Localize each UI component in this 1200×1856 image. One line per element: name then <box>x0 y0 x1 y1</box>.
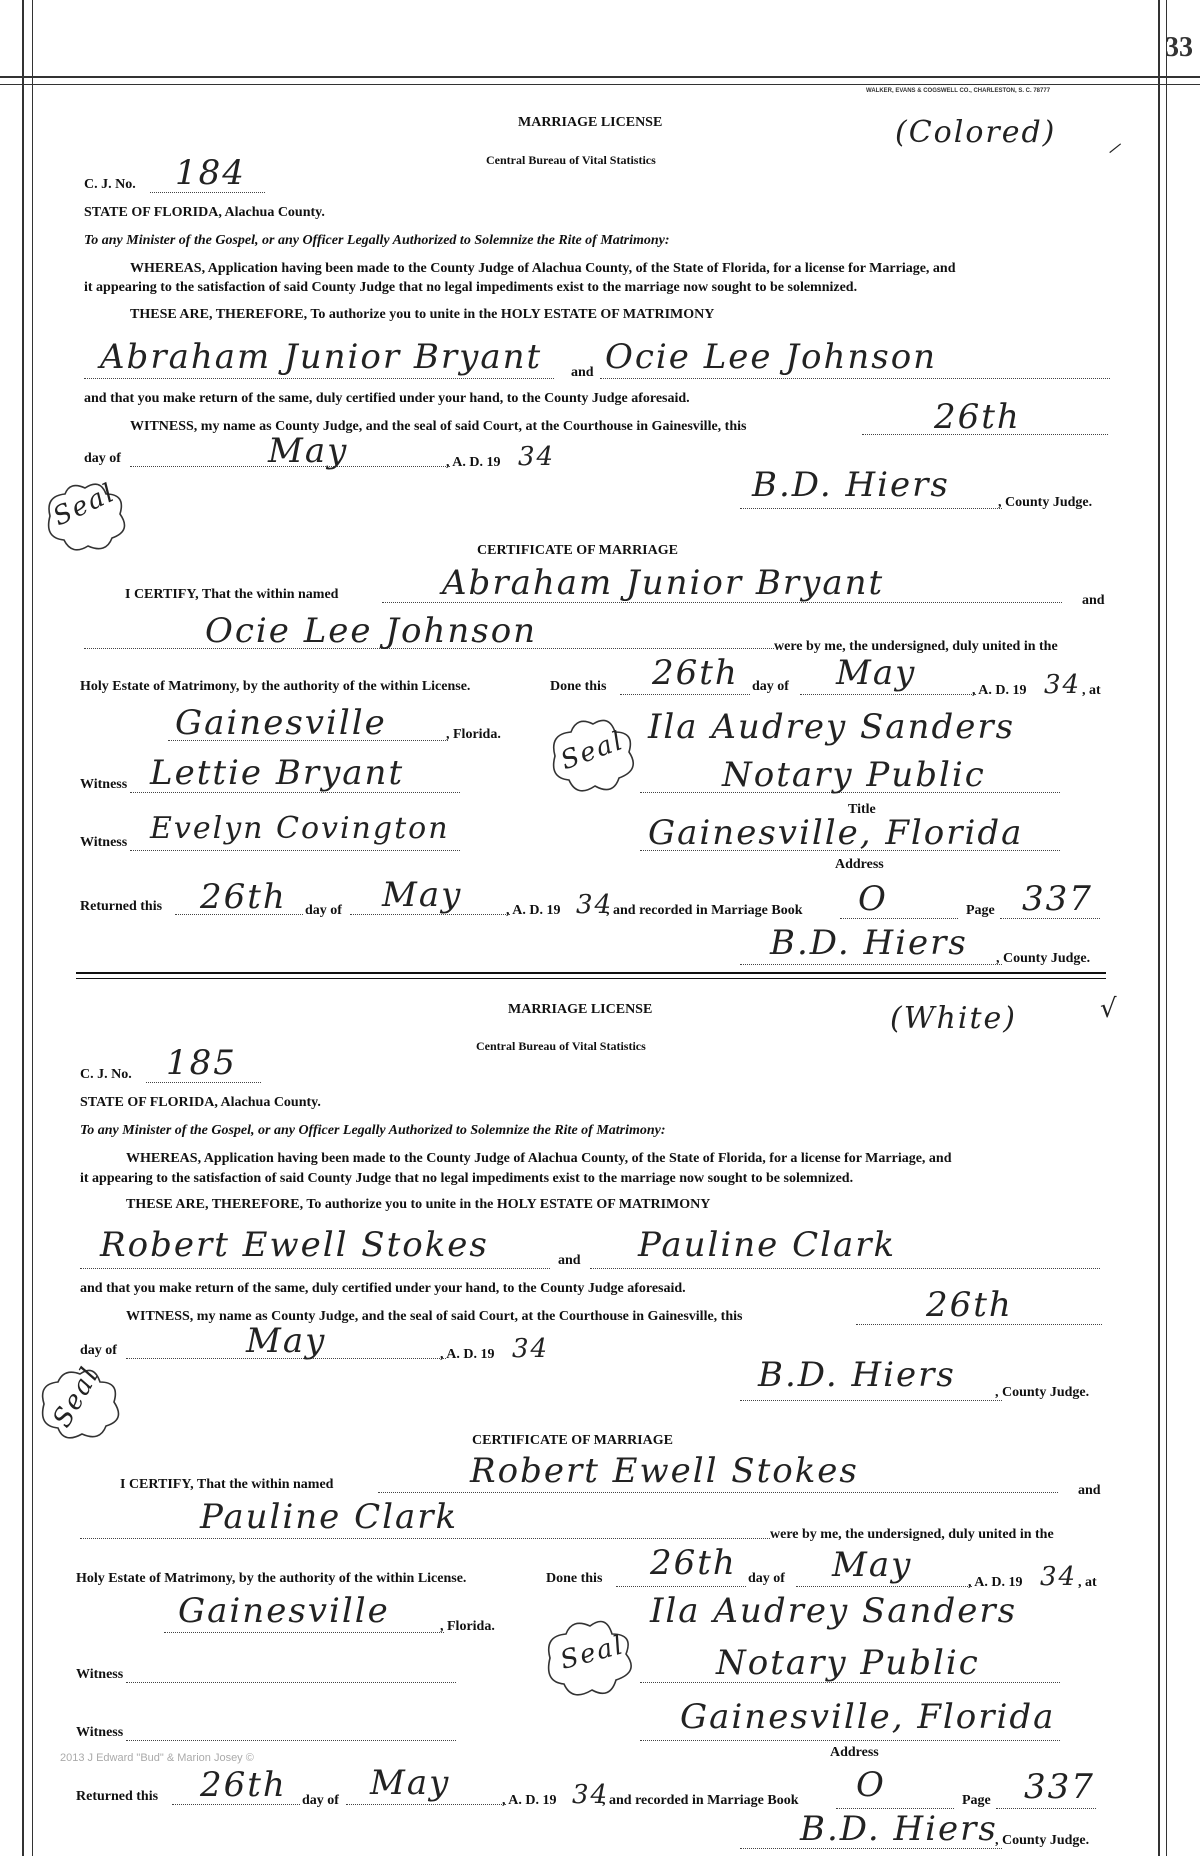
bride-line <box>600 378 1110 379</box>
done-this-label-2: Done this <box>546 1571 603 1586</box>
bureau-name: Central Bureau of Vital Statistics <box>486 153 656 167</box>
married-day: 26th <box>652 653 739 693</box>
done-day-line <box>620 694 750 695</box>
top-rule-inner <box>0 84 1200 85</box>
married-month: May <box>836 653 917 693</box>
day-of-2-label-2: day of <box>748 1571 785 1586</box>
cert-groom-name: Abraham Junior Bryant <box>442 563 885 603</box>
race-note-2: (White) <box>890 1001 1017 1036</box>
to-any-minister: To any Minister of the Gospel, or any Officer Legally Authorized to Solemnize the Rite of Matrimony: <box>84 233 670 248</box>
married-year: 34 <box>1044 670 1082 700</box>
were-by-me-label-2: were by me, the undersigned, duly united in the <box>770 1527 1054 1542</box>
judge-signature: B.D. Hiers <box>752 465 950 505</box>
i-certify-label: I CERTIFY, That the within named <box>125 587 339 602</box>
recorded-label: , and recorded in Marriage Book <box>606 903 803 918</box>
make-return-line-2: and that you make return of the same, duly certified under your hand, to the County Judge aforesaid. <box>80 1281 686 1296</box>
witness-2-line-2 <box>126 1740 456 1741</box>
married-month-2: May <box>832 1545 913 1585</box>
license-month: May <box>268 431 349 471</box>
at-label: , at <box>1082 683 1101 698</box>
margin-rule-right <box>1158 0 1160 1856</box>
day-of-2-label: day of <box>752 679 789 694</box>
witness-2-line <box>130 850 460 851</box>
cert-and-label-2: and <box>1078 1483 1101 1498</box>
place-2: Gainesville <box>178 1591 390 1631</box>
bride-name-2: Pauline Clark <box>638 1225 897 1265</box>
license-month-2: May <box>246 1321 327 1361</box>
cert-bride-line-2 <box>80 1538 770 1539</box>
officiant-address-2: Gainesville, Florida <box>680 1697 1056 1737</box>
groom-name: Abraham Junior Bryant <box>100 337 543 377</box>
marriage-book: O <box>858 879 888 919</box>
cert-ad-label: , A. D. 19 <box>972 683 1027 698</box>
cj-label-2: C. J. No. <box>80 1067 132 1082</box>
done-month-line-2 <box>796 1586 972 1587</box>
place-line-2 <box>164 1632 444 1633</box>
seal-text: Seal <box>48 477 121 533</box>
whereas-line-1-2: WHEREAS, Application having been made to the County Judge of Alachua County, of the State of Florida, for a license for Marriage, and <box>126 1151 952 1166</box>
holy-estate-label: Holy Estate of Matrimony, by the authority of the within License. <box>80 679 471 694</box>
page-label-2: Page <box>962 1793 991 1808</box>
returned-year-2: 34 <box>572 1780 610 1810</box>
address-line-2 <box>640 1740 1060 1741</box>
returned-day-2: 26th <box>200 1765 287 1805</box>
day-of-label: day of <box>84 451 121 466</box>
holy-estate-label-2: Holy Estate of Matrimony, by the authority of the within License. <box>76 1571 467 1586</box>
whereas-line-1: WHEREAS, Application having been made to the County Judge of Alachua County, of the State of Florida, for a license for Marriage, and <box>130 261 956 276</box>
top-rule <box>0 76 1200 78</box>
cert-title-2: CERTIFICATE OF MARRIAGE <box>472 1433 673 1448</box>
returned-this-label-2: Returned this <box>76 1789 159 1804</box>
witness-1-label: Witness <box>80 777 128 792</box>
margin-rule-left <box>22 0 24 1856</box>
bride-line-2 <box>590 1268 1100 1269</box>
cj-number: 184 <box>175 153 246 193</box>
cert-bride-name-2: Pauline Clark <box>200 1497 459 1537</box>
witness-judge-line: WITNESS, my name as County Judge, and the seal of said Court, at the Courthouse in Gainesville, this <box>130 419 747 434</box>
margin-rule-right-inner <box>1166 0 1167 1856</box>
and-label-2: and <box>558 1253 581 1268</box>
license-day: 26th <box>934 397 1021 437</box>
record-page: 337 <box>1022 879 1093 919</box>
ad-label: , A. D. 19 <box>446 455 501 470</box>
whereas-line-2-2: it appearing to the satisfaction of said County Judge that no legal impediments exist to the marriage now sought to be solemnized. <box>80 1171 854 1186</box>
witness-1-name: Lettie Bryant <box>150 753 405 793</box>
i-certify-label-2: I CERTIFY, That the within named <box>120 1477 334 1492</box>
record-separator-inner <box>76 978 1106 979</box>
done-month-line <box>800 694 976 695</box>
florida-label-2: , Florida. <box>440 1619 495 1634</box>
cert-judge-signature: B.D. Hiers <box>770 923 968 963</box>
groom-line <box>84 378 554 379</box>
officiant-signature-2: Ila Audrey Sanders <box>650 1591 1018 1631</box>
married-year-2: 34 <box>1040 1562 1078 1592</box>
margin-rule-left-inner <box>32 0 33 1856</box>
done-this-label: Done this <box>550 679 607 694</box>
were-by-me-label: were by me, the undersigned, duly united in the <box>774 639 1058 654</box>
address-label-2: Address <box>830 1745 879 1760</box>
florida-label: , Florida. <box>446 727 501 742</box>
at-label-2: , at <box>1078 1575 1097 1590</box>
witness-2-name: Evelyn Covington <box>150 811 450 846</box>
judge-signature-2: B.D. Hiers <box>758 1355 956 1395</box>
returned-day-of-label: day of <box>305 903 342 918</box>
bride-name: Ocie Lee Johnson <box>605 337 938 377</box>
these-are-line-2: THESE ARE, THEREFORE, To authorize you to unite in the HOLY ESTATE OF MATRIMONY <box>126 1197 711 1212</box>
record-separator <box>76 972 1106 974</box>
officiant-signature: Ila Audrey Sanders <box>648 707 1016 747</box>
printer-imprint: WALKER, EVANS & COGSWELL CO., CHARLESTON, S. C. 78777 <box>866 88 1051 94</box>
license-day-2: 26th <box>926 1285 1013 1325</box>
bureau-name-2: Central Bureau of Vital Statistics <box>476 1039 646 1053</box>
race-note: (Colored) <box>895 115 1057 150</box>
returned-year: 34 <box>576 890 614 920</box>
cert-title: CERTIFICATE OF MARRIAGE <box>477 543 678 558</box>
done-day-line-2 <box>616 1586 746 1587</box>
cj-label: C. J. No. <box>84 177 136 192</box>
address-label: Address <box>835 857 884 872</box>
notary-seal-text: Seal <box>556 725 629 777</box>
judge-sign-line-2 <box>740 1400 1002 1401</box>
county-judge-label-2: , County Judge. <box>995 1385 1090 1400</box>
officiant-title-2: Notary Public <box>716 1643 980 1683</box>
seal-text-2: Seal <box>47 1361 106 1433</box>
cert-groom-line-2 <box>378 1492 1058 1493</box>
returned-month: May <box>382 875 463 915</box>
license-title-2: MARRIAGE LICENSE <box>508 1002 653 1017</box>
witness-1-label-2: Witness <box>76 1667 124 1682</box>
witness-2-label-2: Witness <box>76 1725 124 1740</box>
state-line: STATE OF FLORIDA, Alachua County. <box>84 205 325 220</box>
judge-sign-line <box>740 508 1002 509</box>
officiant-title: Notary Public <box>722 755 986 795</box>
license-year: 34 <box>518 442 556 472</box>
check-mark-2: √ <box>1100 994 1119 1024</box>
returned-day-of-label-2: day of <box>302 1793 339 1808</box>
state-line-2: STATE OF FLORIDA, Alachua County. <box>80 1095 321 1110</box>
cert-ad-label-2: , A. D. 19 <box>968 1575 1023 1590</box>
place: Gainesville <box>175 703 387 743</box>
cert-county-judge-label: , County Judge. <box>996 951 1091 966</box>
and-label: and <box>571 365 594 380</box>
notary-seal-text-2: Seal <box>557 1630 628 1676</box>
recorded-label-2: , and recorded in Marriage Book <box>602 1793 799 1808</box>
record-page-2: 337 <box>1024 1767 1095 1807</box>
returned-this-label: Returned this <box>80 899 163 914</box>
county-judge-label: , County Judge. <box>998 495 1093 510</box>
cert-groom-name-2: Robert Ewell Stokes <box>470 1451 859 1491</box>
groom-name-2: Robert Ewell Stokes <box>100 1225 489 1265</box>
copyright-notice: 2013 J Edward "Bud" & Marion Josey © <box>60 1752 254 1764</box>
officiant-address: Gainesville, Florida <box>648 813 1024 853</box>
page-label: Page <box>966 903 995 918</box>
returned-day: 26th <box>200 877 287 917</box>
license-year-2: 34 <box>512 1334 550 1364</box>
married-day-2: 26th <box>650 1543 737 1583</box>
witness-1-line-2 <box>126 1682 456 1683</box>
day-of-label-2: day of <box>80 1343 117 1358</box>
returned-ad-label-2: , A. D. 19 <box>502 1793 557 1808</box>
cert-bride-name: Ocie Lee Johnson <box>205 611 538 651</box>
title-label: Title <box>848 802 876 817</box>
license-title: MARRIAGE LICENSE <box>518 115 663 130</box>
cert-judge-line <box>740 964 1002 965</box>
returned-ad-label: , A. D. 19 <box>506 903 561 918</box>
cert-judge-signature-2: B.D. Hiers <box>800 1809 998 1849</box>
these-are-line: THESE ARE, THEREFORE, To authorize you to unite in the HOLY ESTATE OF MATRIMONY <box>130 307 715 322</box>
whereas-line-2: it appearing to the satisfaction of said County Judge that no legal impediments exist to the marriage now sought to be solemnized. <box>84 280 858 295</box>
make-return-line: and that you make return of the same, duly certified under your hand, to the County Judge aforesaid. <box>84 391 690 406</box>
cert-and-label: and <box>1082 593 1105 608</box>
page-number: 33 <box>1165 32 1193 63</box>
returned-month-2: May <box>370 1763 451 1803</box>
cj-number-2: 185 <box>166 1043 237 1083</box>
ad-label-2: , A. D. 19 <box>440 1347 495 1362</box>
returned-month-line-2 <box>346 1804 506 1805</box>
cert-county-judge-label-2: , County Judge. <box>995 1833 1090 1848</box>
witness-2-label: Witness <box>80 835 128 850</box>
check-mark: ⸝ <box>1108 128 1124 158</box>
record-page-line-2 <box>996 1808 1096 1809</box>
to-any-minister-2: To any Minister of the Gospel, or any Officer Legally Authorized to Solemnize the Rite of Matrimony: <box>80 1123 666 1138</box>
marriage-book-2: O <box>856 1765 886 1805</box>
witness-judge-line-2: WITNESS, my name as County Judge, and the seal of said Court, at the Courthouse in Gainesville, this <box>126 1309 743 1324</box>
groom-line-2 <box>80 1268 550 1269</box>
